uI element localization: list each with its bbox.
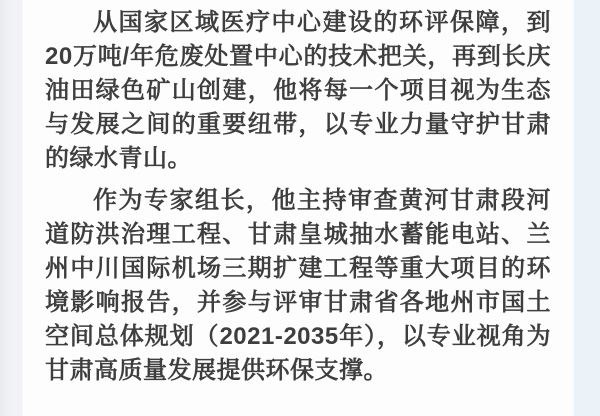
article-body [23,0,573,416]
article-paragraph: 作为专家组长，他主持审查黄河甘肃段河道防洪治理工程、甘肃皇城抽水蓄能电站、兰州中川国际机场三期扩建工程等重大项目的环境影响报告，并参与评审甘肃省各地州市国土空间总体规划（2021-2035年），以专业视角为甘肃高质量发展提供环保支撑。 [45,187,551,384]
right-gutter [573,0,600,416]
article-paragraph: 从国家区域医疗中心建设的环评保障，到20万吨/年危废处置中心的技术把关，再到长庆油田绿色矿山创建，他将每一个项目视为生态与发展之间的重要纽带，以专业力量守护甘肃的绿水青山。 [45,9,551,172]
left-gutter [0,0,23,416]
